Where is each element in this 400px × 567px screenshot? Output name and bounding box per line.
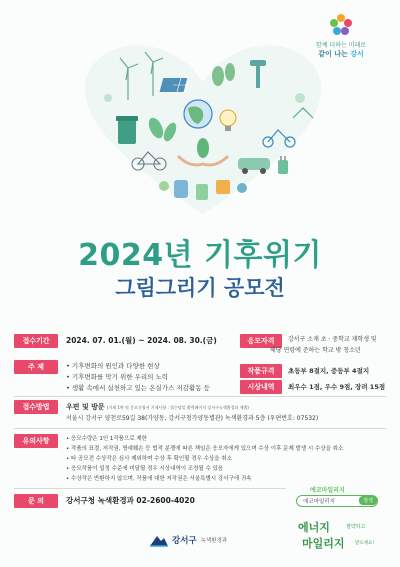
notes-item: • 작품의 표절, 저작권, 명예훼손 등 법적 분쟁에 따른 책임은 응모자에게 있으며 수상 이후 문제 발생 시 수상을 취소 [66, 444, 343, 454]
awards-value: 최우수 1점, 우수 9점, 장려 15점 [288, 383, 386, 391]
eligibility-label: 응모자격 [240, 334, 282, 348]
energy-line1: 에너지 [298, 521, 330, 534]
logo-slogan-bottom: 같이 나는 강서 [318, 50, 364, 58]
divider [14, 396, 386, 397]
footer-name: 강서구 [172, 536, 197, 546]
topic-item: • 기후변화를 막기 위한 우리의 노력 [66, 372, 168, 382]
gangseo-mountain-icon [150, 533, 168, 547]
eco-mileage-promo [290, 485, 386, 557]
contact-value: 강서구청 녹색환경과 02-2600-4020 [66, 496, 195, 505]
logo-slogan-top: 함께 더하는 미래로 [315, 42, 367, 49]
search-button: 검색 [359, 496, 377, 505]
page-subtitle: 그림그리기 공모전 [115, 276, 285, 300]
method-address: 서울시 강서구 양천로59길 38(가양동, 강서구청가양동별관) 녹색환경과 5층 (우편번호: 07532) [66, 415, 319, 422]
eco-mileage-leaf-text: 에코마일리지 [310, 487, 345, 494]
footer-logo [150, 529, 250, 551]
method-row [66, 402, 249, 413]
eligibility-line1: 강서구 소재 초 · 중학교 재학생 및 [288, 336, 377, 343]
size-label: 작품규격 [240, 364, 282, 378]
energy-line2: 마일리지 [302, 537, 345, 550]
topic-item: • 생활 속에서 실천하고 있는 온실가스 저감활동 등 [66, 383, 210, 393]
energy-line1-small: 절약하고 [346, 524, 366, 530]
method-head: 우편 및 방문 [66, 403, 105, 411]
footer-dept: 녹색환경과 [200, 538, 228, 544]
eco-mileage-search-text: 에코마일리지 [303, 499, 335, 505]
eco-mileage-search [296, 495, 378, 507]
page-title: 2024년 기후위기 [78, 238, 322, 273]
eco-heart-illustration [78, 38, 328, 218]
energy-line2-small: 받으세요! [355, 541, 375, 546]
divider [14, 488, 286, 489]
notes-item: • 응모수량은 1인 1작품으로 제한 [66, 434, 147, 444]
notes-item: • 수상작은 반환하지 않으며, 작품에 대한 저작권은 서울특별시 강서구에 귀속 [66, 474, 251, 484]
method-label: 접수방법 [14, 400, 58, 414]
flower-logo-icon [328, 12, 354, 38]
notes-label: 유의사항 [14, 434, 58, 448]
awards-label: 시상내역 [240, 380, 282, 394]
size-value: 초등부 8절지, 중등부 4절지 [288, 367, 370, 375]
divider [14, 428, 386, 429]
topic-label: 주 제 [14, 360, 58, 374]
heart-collage-icon [78, 38, 328, 218]
period-value: 2024. 07. 01.(월) ~ 2024. 08. 30.(금) [66, 336, 217, 345]
period-label: 접수기간 [14, 334, 58, 348]
topic-item: • 기후변화의 원인과 다양한 현상 [66, 361, 160, 371]
notes-item: • 응모작품이 일정 수준에 미달될 경우 시상내역이 조정될 수 있음 [66, 464, 223, 474]
notes-item: • 타 공모전 수상작은 심사 제외하며 수상 후 확인될 경우 수상을 취소 [66, 454, 232, 464]
method-note: (기재 1쪽 및 응모신청서 기재사항 : 접수당일 출력페이지 강서구녹색환경과 제출) [106, 405, 249, 410]
contact-label: 문 의 [14, 494, 58, 508]
eligibility-line2: 해당 연령에 준하는 학교 밖 청소년 [270, 347, 361, 354]
